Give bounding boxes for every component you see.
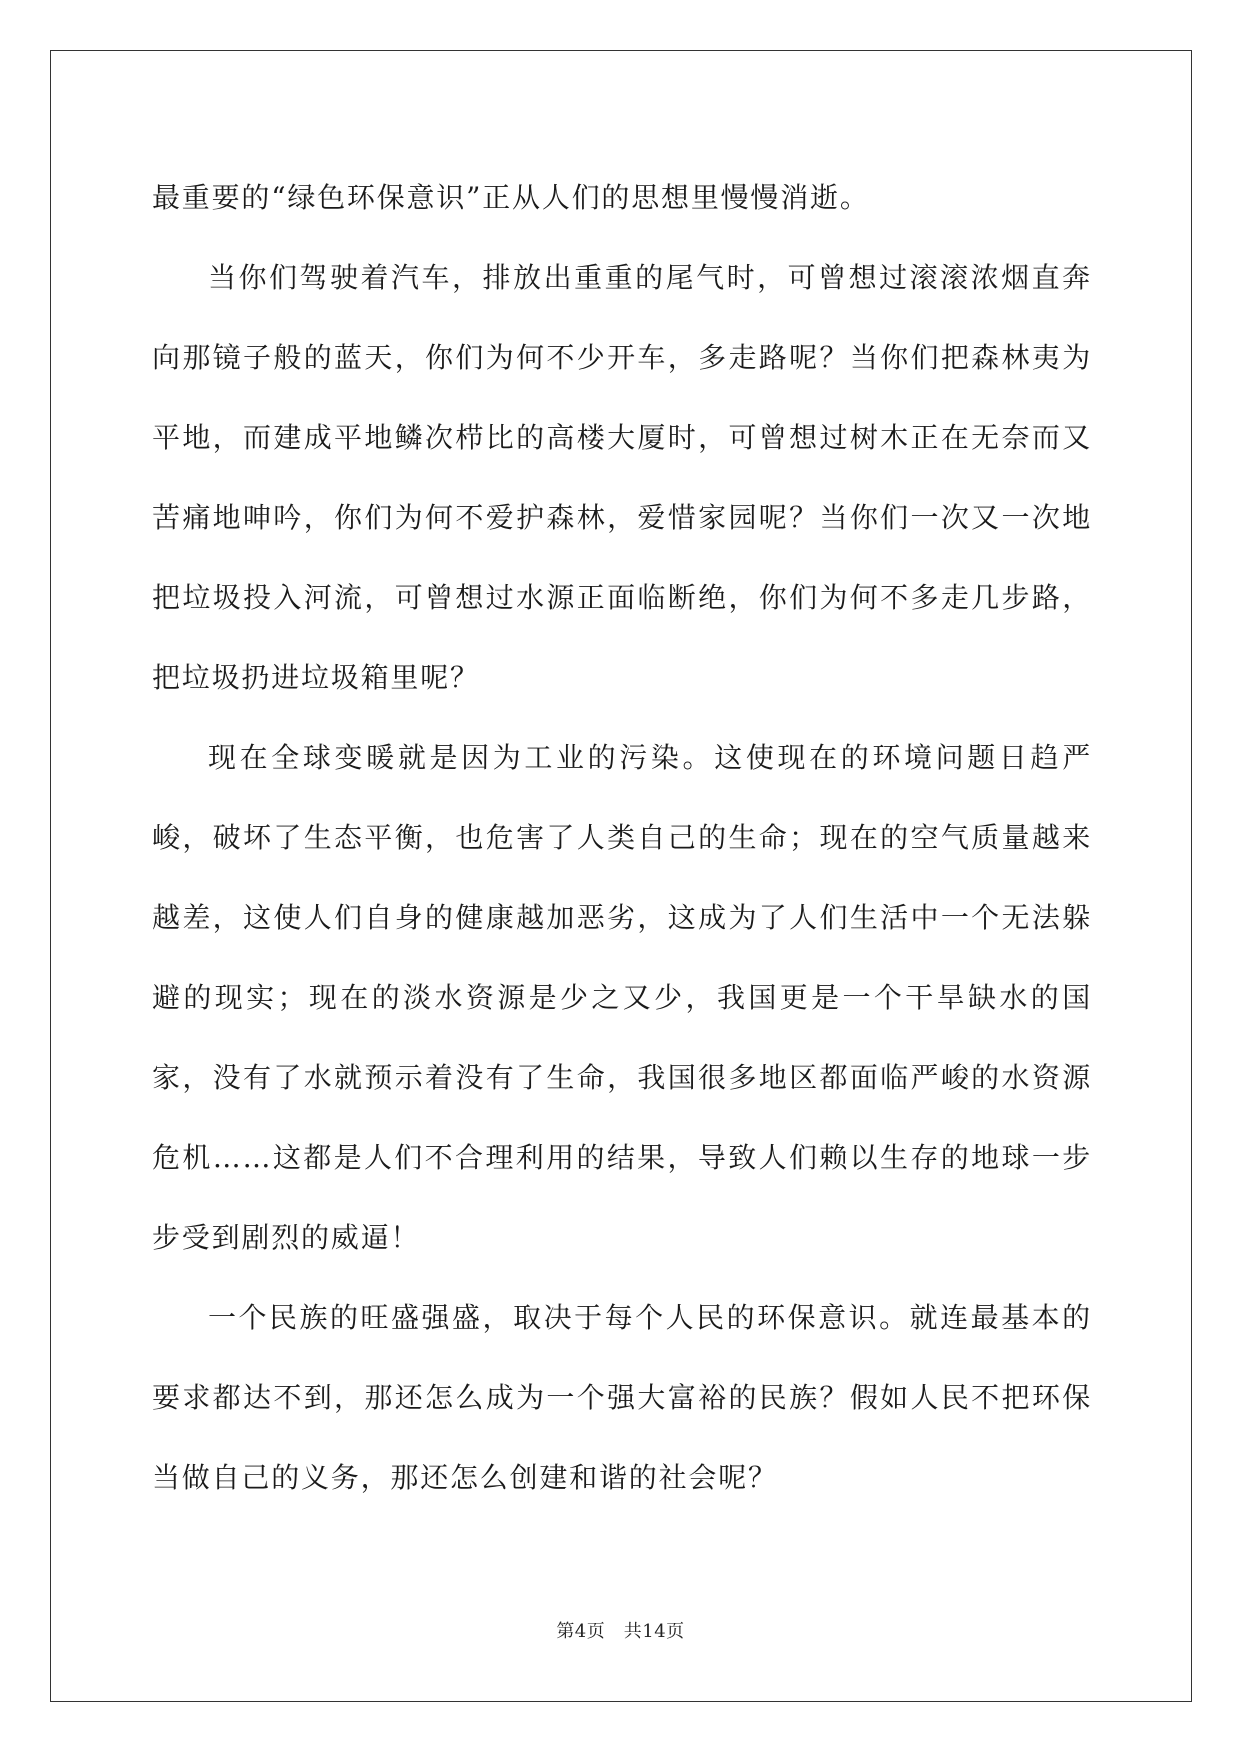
paragraph-1: 最重要的“绿色环保意识”正从人们的思想里慢慢消逝。 (152, 181, 870, 214)
paragraph-4: 一个民族的旺盛强盛，取决于每个人民的环保意识。就连最基本的要求都达不到，那还怎么成为一个强大富裕的民族？假如人民不把环保当做自己的义务，那还怎么创建和谐的社会呢？ (152, 1301, 1092, 1494)
paragraph-3: 现在全球变暖就是因为工业的污染。这使现在的环境问题日趋严峻，破坏了生态平衡，也危害了人类自己的生命；现在的空气质量越来越差，这使人们自身的健康越加恶劣，这成为了人们生活中一个无法躲避的现实；现在的淡水资源是少之又少，我国更是一个干旱缺水的国家，没有了水就预示着没有了生命，我国很多地区都面临严峻的水资源危机……这都是人们不合理利用的结果，导致人们赖以生存的地球一步步受到剧烈的威逼！ (152, 741, 1092, 1254)
page-number-footer: 第4页 共14页 (556, 1621, 685, 1642)
paragraph-2: 当你们驾驶着汽车，排放出重重的尾气时，可曾想过滚滚浓烟直奔向那镜子般的蓝天，你们为何不少开车，多走路呢？当你们把森林夷为平地，而建成平地鳞次栉比的高楼大厦时，可曾想过树木正在无奈而又苦痛地呻吟，你们为何不爱护森林，爱惜家园呢？当你们一次又一次地把垃圾投入河流，可曾想过水源正面临断绝，你们为何不多走几步路，把垃圾扔进垃圾箱里呢？ (152, 261, 1092, 694)
document-body (152, 158, 1092, 1518)
